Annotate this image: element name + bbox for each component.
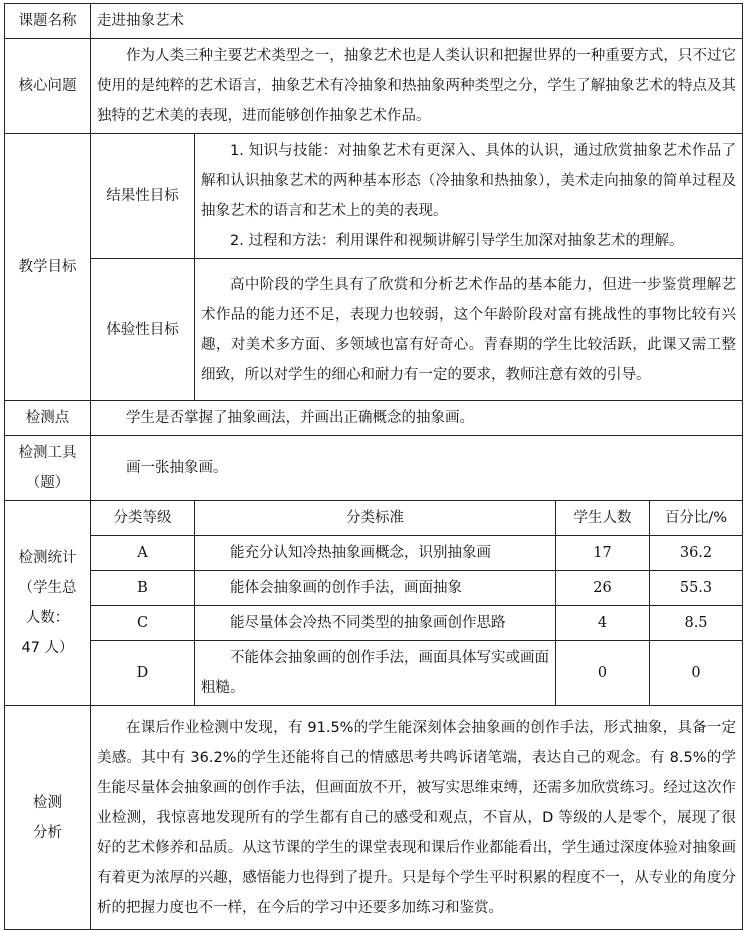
stats-standard: 不能体会抽象画的创作手法，画面具体写实或画面粗糙。 — [195, 641, 556, 706]
stats-grade: C — [91, 606, 195, 641]
checkpoint-text: 学生是否掌握了抽象画法，并画出正确概念的抽象画。 — [91, 401, 743, 436]
experience-goal-text: 高中阶段的学生具有了欣赏和分析艺术作品的基本能力，但进一步鉴赏理解艺术作品的能力还不足，表现力也较弱，这个年龄阶段对富有挑战性的事物比较有兴趣，对美术多方面、多领域也富有好奇心。青春期的学生比较活跃，此课又需工整细致，所以对学生的细心和耐力有一定的要求，教师注意有效的引导。 — [195, 259, 743, 401]
stats-grade: B — [91, 571, 195, 606]
stats-grade: D — [91, 641, 195, 706]
outcome-goal-item-2: 2. 过程和方法：利用课件和视频讲解引导学生加深对抽象艺术的理解。 — [230, 233, 684, 249]
stats-label-line: 检测统计 — [18, 550, 77, 566]
core-question-label: 核心问题 — [5, 39, 91, 134]
stats-standard: 能尽量体会冷热不同类型的抽象画创作思路 — [195, 606, 556, 641]
tool-text: 画一张抽象画。 — [91, 436, 743, 501]
stats-standard: 能体会抽象画的创作手法，画面抽象 — [195, 571, 556, 606]
stats-header-row — [5, 501, 743, 536]
checkpoint-row — [5, 401, 743, 436]
title-label: 课题名称 — [5, 4, 91, 39]
teaching-goals-label: 教学目标 — [5, 134, 91, 401]
stats-header-grade: 分类等级 — [91, 501, 195, 536]
tool-label: 检测工具（题） — [5, 436, 91, 501]
experience-goal-label: 体验性目标 — [91, 259, 195, 401]
experience-goal-row — [5, 259, 743, 401]
stats-row — [5, 536, 743, 571]
stats-label-line: 47 人） — [21, 640, 74, 656]
outcome-goal-row — [5, 134, 743, 259]
stats-count: 0 — [556, 641, 650, 706]
lesson-evaluation-table — [4, 3, 743, 930]
outcome-goal-item-1: 1. 知识与技能：对抽象艺术有更深入、具体的认识，通过欣赏抽象艺术作品了解和认识抽象艺术的两种基本形态（冷抽象和热抽象），美术走向抽象的简单过程及抽象艺术的语言和艺术上的美的表现。 — [201, 143, 736, 219]
stats-row — [5, 641, 743, 706]
outcome-goal-label: 结果性目标 — [91, 134, 195, 259]
title-row — [5, 4, 743, 39]
analysis-text: 在课后作业检测中发现，有 91.5%的学生能深刻体会抽象画的创作手法，形式抽象，具备一定美感。其中有 36.2%的学生还能将自己的情感思考共鸣诉诸笔端，表达自己的观念。有 8.5%的学生能尽量体会抽象画的创作手法，但画面放不开，被写实思维束缚，还需多加欣赏练习。经过这次作业检测，我惊喜地发现所有的学生都有自己的感受和观点，不盲从，D 等级的人是零个，展现了很好的艺术修养和品质。从这节课的学生的课堂表现和课后作业都能看出，学生通过深度体验对抽象画有着更为浓厚的兴趣，感悟能力也得到了提升。只是每个学生平时积累的程度不一，从专业的角度分析的把握力度也不一样，在今后的学习中还要多加练习和鉴赏。 — [91, 706, 743, 930]
stats-count: 17 — [556, 536, 650, 571]
checkpoint-label: 检测点 — [5, 401, 91, 436]
stats-header-percent: 百分比/% — [650, 501, 743, 536]
stats-header-standard: 分类标准 — [195, 501, 556, 536]
title-value: 走进抽象艺术 — [91, 4, 743, 39]
stats-percent: 55.3 — [650, 571, 743, 606]
stats-row — [5, 571, 743, 606]
stats-label-line: （学生总 — [18, 580, 77, 596]
analysis-label-line: 分析 — [33, 824, 62, 841]
stats-label-line: 人数： — [25, 610, 70, 626]
stats-count: 4 — [556, 606, 650, 641]
stats-percent: 0 — [650, 641, 743, 706]
stats-percent: 8.5 — [650, 606, 743, 641]
stats-percent: 36.2 — [650, 536, 743, 571]
analysis-label — [5, 706, 91, 930]
analysis-label-line: 检测 — [33, 794, 62, 811]
stats-header-count: 学生人数 — [556, 501, 650, 536]
outcome-goal-content — [195, 134, 743, 259]
stats-count: 26 — [556, 571, 650, 606]
stats-grade: A — [91, 536, 195, 571]
core-question-row — [5, 39, 743, 134]
stats-row — [5, 606, 743, 641]
core-question-text: 作为人类三种主要艺术类型之一，抽象艺术也是人类认识和把握世界的一种重要方式，只不过它使用的是纯粹的艺术语言，抽象艺术有冷抽象和热抽象两种类型之分，学生了解抽象艺术的特点及其独特的艺术美的表现，进而能够创作抽象艺术作品。 — [91, 39, 743, 134]
stats-standard: 能充分认知冷热抽象画概念，识别抽象画 — [195, 536, 556, 571]
tool-row — [5, 436, 743, 501]
stats-label — [5, 501, 91, 706]
analysis-row — [5, 706, 743, 930]
